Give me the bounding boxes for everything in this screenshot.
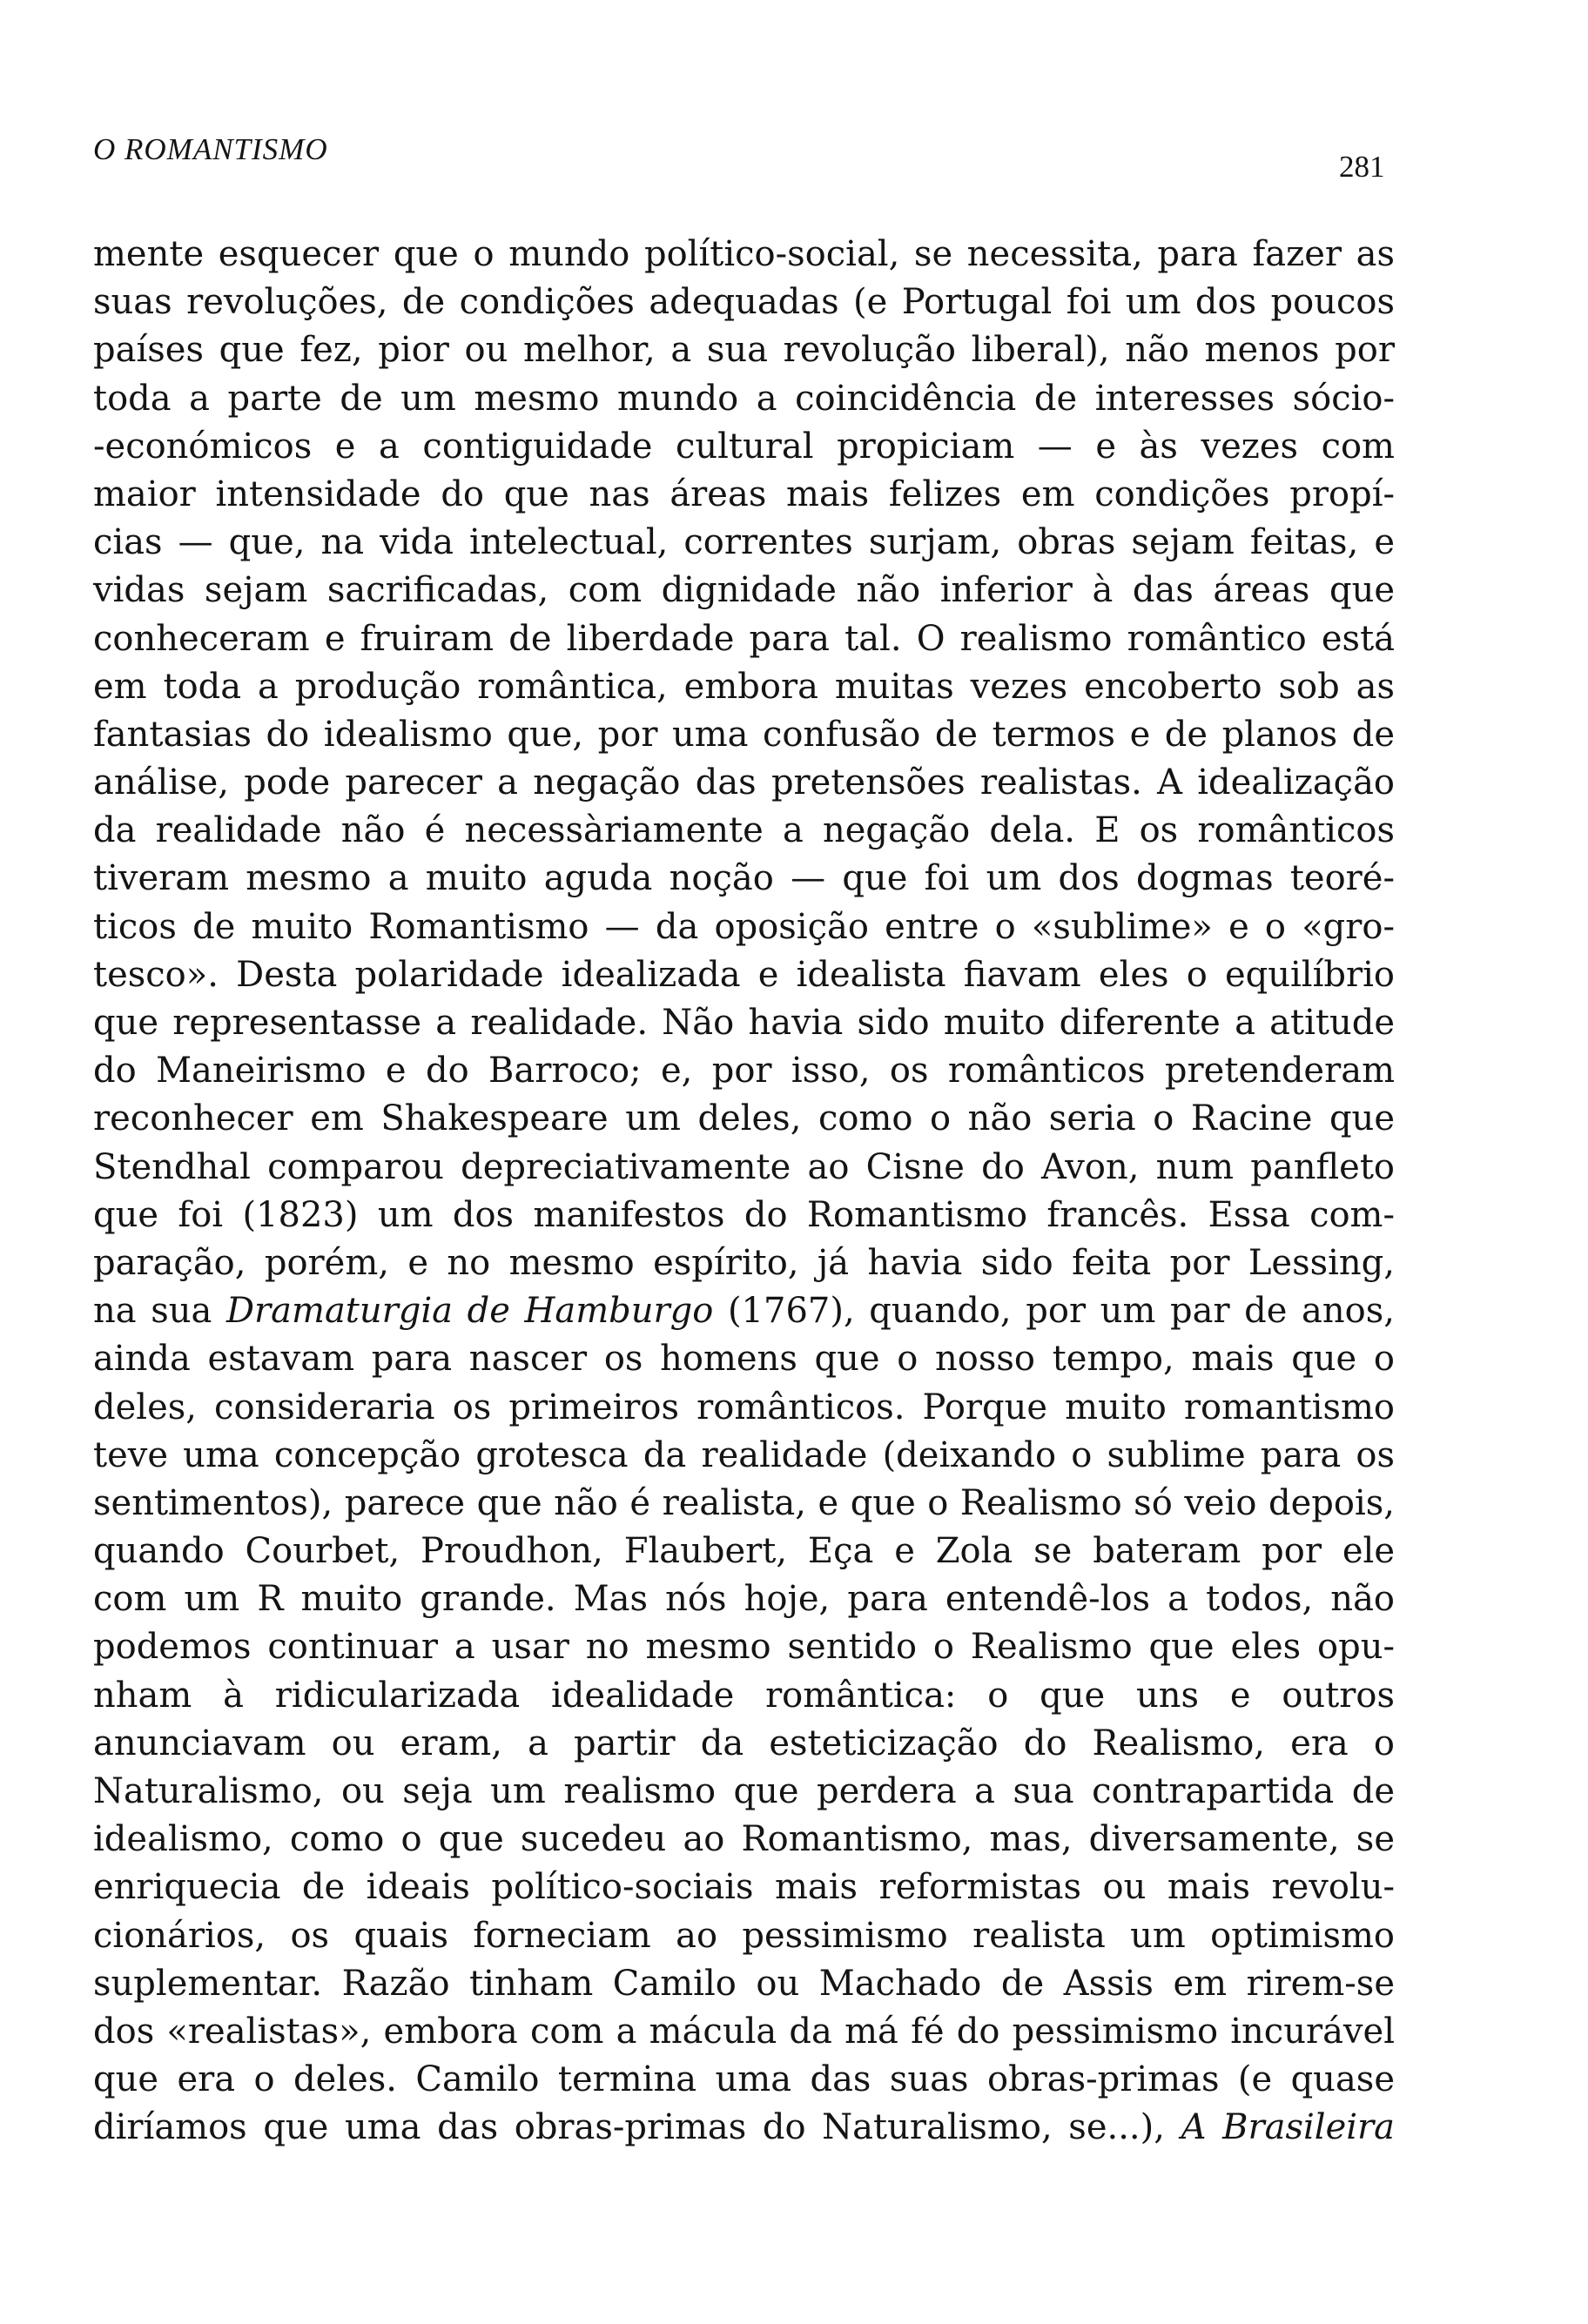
text-line: diríamos que uma das obras-primas do Naturalismo, se...), A Brasileira — [93, 2107, 1396, 2148]
book-title: Dramaturgia de Hamburgo — [225, 1291, 714, 1332]
text-line: Naturalismo, ou seja um realismo que perdera a sua contrapartida de — [93, 1771, 1395, 1811]
text-line: ticos de muito Romantismo — da oposição entre o «sublime» e o «gro- — [93, 906, 1395, 947]
text-line: enriquecia de ideais político-sociais mais reformistas ou mais revolu- — [93, 1867, 1395, 1908]
text-line: vidas sejam sacrificadas, com dignidade não inferior à das áreas que — [93, 570, 1395, 611]
text-line: com um R muito grande. Mas nós hoje, para entendê-los a todos, não — [93, 1579, 1395, 1620]
text-line: que foi (1823) um dos manifestos do Romantismo francês. Essa com- — [93, 1194, 1395, 1235]
text-line: idealismo, como o que sucedeu ao Romantismo, mas, diversamente, se — [93, 1819, 1395, 1860]
text-line: da realidade não é necessàriamente a negação dela. E os românticos — [93, 810, 1395, 851]
text-line: que era o deles. Camilo termina uma das suas obras-primas (e quase — [93, 2059, 1395, 2100]
text-line: suplementar. Razão tinham Camilo ou Machado de Assis em rirem-se — [93, 1963, 1395, 2004]
text-line: países que fez, pior ou melhor, a sua revolução liberal), não menos por — [93, 330, 1395, 371]
text-line: sentimentos), parece que não é realista, e que o Realismo só veio depois, — [93, 1482, 1395, 1523]
text-line: fantasias do idealismo que, por uma confusão de termos e de planos de — [93, 714, 1395, 755]
text-line: na sua Dramaturgia de Hamburgo (1767), quando, por um par de anos, — [93, 1291, 1395, 1332]
text-line: ainda estavam para nascer os homens que o nosso tempo, mais que o — [93, 1339, 1395, 1380]
body-text — [93, 231, 1395, 2153]
text-line: tiveram mesmo a muito aguda noção — que foi um dos dogmas teoré- — [93, 858, 1395, 899]
text-line: dos «realistas», embora com a mácula da má fé do pessimismo incurável — [93, 2011, 1395, 2052]
text-line: deles, consideraria os primeiros românticos. Porque muito romantismo — [93, 1387, 1395, 1427]
text-line: teve uma concepção grotesca da realidade (deixando o sublime para os — [93, 1434, 1395, 1475]
text-line: que representasse a realidade. Não havia sido muito diferente a atitude — [93, 1003, 1395, 1043]
text-line: Stendhal comparou depreciativamente ao Cisne do Avon, num panfleto — [93, 1146, 1395, 1187]
text-line: do Maneirismo e do Barroco; e, por isso, os românticos pretenderam — [93, 1051, 1395, 1091]
text-line: reconhecer em Shakespeare um deles, como o não seria o Racine que — [93, 1098, 1395, 1139]
text-line: análise, pode parecer a negação das pretensões realistas. A idealização — [93, 762, 1395, 803]
text-line: maior intensidade do que nas áreas mais felizes em condições propí- — [93, 474, 1395, 514]
text-line: -económicos e a contiguidade cultural propiciam — e às vezes com — [93, 426, 1395, 467]
running-header: O ROMANTISMO — [93, 132, 328, 166]
text-line: cias — que, na vida intelectual, correntes surjam, obras sejam feitas, e — [93, 522, 1395, 563]
text-line: suas revoluções, de condições adequadas (e Portugal foi um dos poucos — [93, 282, 1395, 323]
text-line: quando Courbet, Proudhon, Flaubert, Eça e Zola se bateram por ele — [93, 1531, 1395, 1572]
text-line: toda a parte de um mesmo mundo a coincidência de interesses sócio- — [93, 378, 1395, 419]
text-line: anunciavam ou eram, a partir da esteticização do Realismo, era o — [93, 1723, 1395, 1763]
text-line: paração, porém, e no mesmo espírito, já havia sido feita por Lessing, — [93, 1242, 1395, 1283]
text-line: nham à ridicularizada idealidade romântica: o que uns e outros — [93, 1675, 1395, 1716]
text-line: mente esquecer que o mundo político-social, se necessita, para fazer as — [93, 234, 1395, 274]
book-title: A Brasileira — [1181, 2107, 1396, 2148]
text-line: conheceram e fruiram de liberdade para tal. O realismo romântico está — [93, 618, 1395, 659]
text-line: tesco». Desta polaridade idealizada e idealista fiavam eles o equilíbrio — [93, 954, 1395, 995]
text-line: cionários, os quais forneciam ao pessimismo realista um optimismo — [93, 1915, 1395, 1956]
text-line: podemos continuar a usar no mesmo sentido o Realismo que eles opu- — [93, 1627, 1395, 1668]
text-line: em toda a produção romântica, embora muitas vezes encoberto sob as — [93, 666, 1395, 707]
page-number: 281 — [1339, 150, 1385, 184]
